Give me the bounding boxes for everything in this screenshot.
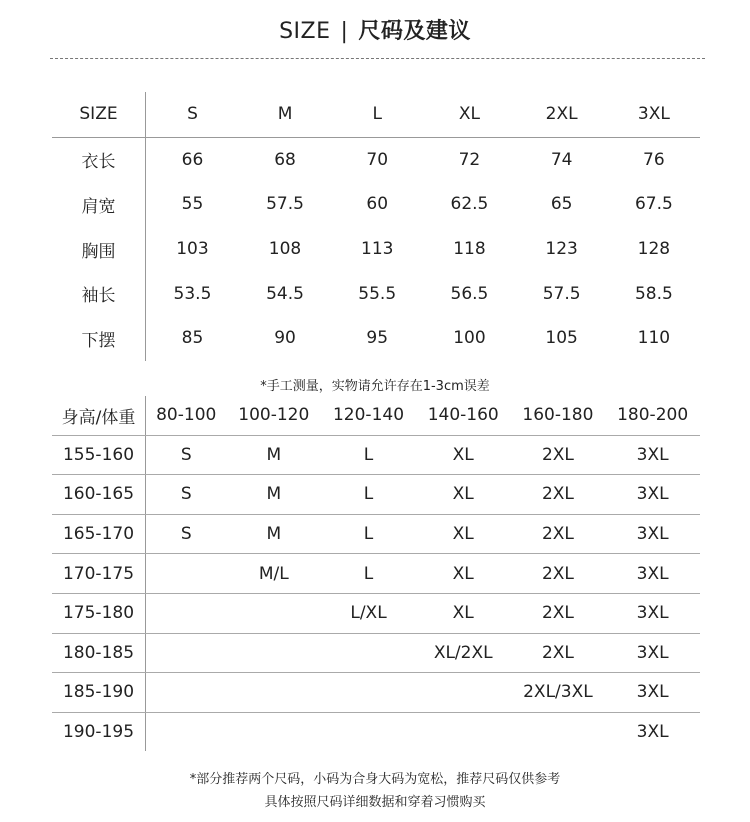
row-header-cell: 190-195 <box>52 712 146 751</box>
column-header-cell: 2XL <box>516 92 608 137</box>
data-cell <box>416 673 511 713</box>
data-cell: 90 <box>274 328 296 349</box>
data-cell: 2XL/3XL <box>511 673 606 713</box>
data-cell: S <box>146 514 227 554</box>
size-table <box>52 92 700 361</box>
data-cell: XL <box>416 593 511 633</box>
column-header-cell: XL <box>423 92 515 137</box>
data-cell: M <box>226 514 321 554</box>
data-cell <box>146 593 227 633</box>
data-cell: 53.5 <box>173 283 212 304</box>
data-cell: 60 <box>366 194 389 215</box>
data-cell: 2XL <box>511 554 606 594</box>
data-cell: XL/2XL <box>416 633 511 673</box>
data-cell: 57.5 <box>542 283 581 304</box>
recommendation-row <box>52 514 700 554</box>
data-cell: S <box>146 435 227 475</box>
column-header-cell: 140-160 <box>416 396 511 435</box>
data-cell: 70 <box>366 149 389 170</box>
row-header-cell: 下摆 <box>52 316 146 361</box>
data-cell: 3XL <box>605 673 700 713</box>
data-cell: 3XL <box>605 554 700 594</box>
data-cell: 110 <box>637 328 671 349</box>
data-cell: 3XL <box>605 593 700 633</box>
data-cell: 74 <box>550 149 573 170</box>
row-header-cell: 170-175 <box>52 554 146 594</box>
data-cell: L <box>321 514 416 554</box>
data-cell: 2XL <box>511 514 606 554</box>
data-cell: S <box>146 475 227 515</box>
data-cell: 2XL <box>511 593 606 633</box>
data-cell: 54.5 <box>266 283 304 304</box>
column-header-cell: 160-180 <box>511 396 606 435</box>
measurement-row <box>52 227 700 272</box>
data-cell <box>226 673 321 713</box>
recommendation-row <box>52 593 700 633</box>
row-header-cell: 175-180 <box>52 593 146 633</box>
data-cell: 76 <box>643 149 665 170</box>
data-cell: 55.5 <box>358 283 397 304</box>
row-header-cell: 155-160 <box>52 435 146 475</box>
measurement-note: *手工测量，实物请允许存在1-3cm误差 <box>260 379 490 394</box>
data-cell: 56.5 <box>450 283 489 304</box>
data-cell: 3XL <box>636 722 669 743</box>
data-cell: 66 <box>181 149 204 170</box>
data-cell: 57.5 <box>266 194 304 215</box>
data-cell: L/XL <box>321 593 416 633</box>
measurement-row <box>52 271 700 316</box>
row-header-cell: 180-185 <box>52 633 146 673</box>
data-cell: 105 <box>545 328 578 349</box>
data-cell <box>226 712 321 751</box>
data-cell <box>146 554 227 594</box>
data-cell: XL <box>416 554 511 594</box>
row-header-cell: 肩宽 <box>52 182 146 227</box>
data-cell: 72 <box>458 149 481 170</box>
data-cell: L <box>321 554 416 594</box>
data-cell: 2XL <box>511 475 606 515</box>
recommendation-row <box>52 712 700 751</box>
data-cell: L <box>321 435 416 475</box>
data-cell <box>416 712 511 751</box>
footer-note-2: 具体按照尺码详细数据和穿着习惯购买 <box>264 795 486 810</box>
data-cell <box>146 712 227 751</box>
data-cell: XL <box>416 475 511 515</box>
column-header-cell: M <box>239 92 331 137</box>
data-cell: 3XL <box>605 514 700 554</box>
data-cell: 95 <box>366 328 389 349</box>
data-cell: 2XL <box>511 633 606 673</box>
recommendation-row <box>52 633 700 673</box>
recommendation-row <box>52 475 700 515</box>
data-cell: M <box>226 475 321 515</box>
data-cell <box>321 633 416 673</box>
data-cell: 65 <box>550 194 573 215</box>
data-cell: L <box>321 475 416 515</box>
row-header-cell: 165-170 <box>52 514 146 554</box>
data-cell <box>226 633 321 673</box>
column-header-cell: 100-120 <box>226 396 321 435</box>
data-cell: 2XL <box>511 435 606 475</box>
row-header-cell: 185-190 <box>52 673 146 713</box>
data-cell: 67.5 <box>634 194 673 215</box>
data-cell <box>321 673 416 713</box>
data-cell: 118 <box>453 239 486 260</box>
data-cell: 3XL <box>605 475 700 515</box>
row-header-cell: 袖长 <box>52 271 146 316</box>
data-cell: 58.5 <box>634 283 673 304</box>
recommendation-row <box>52 554 700 594</box>
data-cell: XL <box>416 435 511 475</box>
data-cell: XL <box>416 514 511 554</box>
dotted-divider <box>50 58 705 59</box>
data-cell: 3XL <box>605 633 700 673</box>
data-cell: 103 <box>176 239 209 260</box>
footer-note-1: *部分推荐两个尺码，小码为合身大码为宽松，推荐尺码仅供参考 <box>189 772 561 787</box>
title-english: SIZE <box>279 19 331 44</box>
recommendation-row <box>52 435 700 475</box>
recommendation-row <box>52 673 700 713</box>
header-row <box>52 92 700 137</box>
title-separator: | <box>340 19 349 44</box>
measurement-row <box>52 316 700 361</box>
measurement-row <box>52 137 700 182</box>
data-cell: 62.5 <box>450 194 489 215</box>
data-cell: M <box>226 435 321 475</box>
data-cell <box>146 633 227 673</box>
size-recommendation-table <box>52 396 700 751</box>
column-header-cell: 180-200 <box>605 396 700 435</box>
data-cell <box>146 673 227 713</box>
corner-header-cell: SIZE <box>52 92 146 137</box>
row-header-cell: 衣长 <box>52 137 146 182</box>
header-row <box>52 396 700 435</box>
data-cell: 128 <box>637 239 671 260</box>
row-header-cell: 胸围 <box>52 227 146 272</box>
column-header-cell: 120-140 <box>321 396 416 435</box>
corner-header-cell: 身高/体重 <box>52 396 146 435</box>
data-cell <box>226 593 321 633</box>
data-cell: 123 <box>545 239 578 260</box>
page-title <box>0 14 750 45</box>
data-cell: 55 <box>181 194 204 215</box>
data-cell: 68 <box>274 149 296 170</box>
data-cell: 3XL <box>605 435 700 475</box>
data-cell: 108 <box>268 239 302 260</box>
data-cell <box>321 712 416 751</box>
data-cell <box>511 712 606 751</box>
data-cell: M/L <box>226 554 321 594</box>
column-header-cell: L <box>331 92 423 137</box>
column-header-cell: 3XL <box>608 92 700 137</box>
measurement-row <box>52 182 700 227</box>
data-cell: 113 <box>361 239 394 260</box>
title-chinese: 尺码及建议 <box>358 19 471 44</box>
column-header-cell: 80-100 <box>146 396 227 435</box>
column-header-cell: S <box>146 92 239 137</box>
data-cell: 85 <box>181 328 204 349</box>
row-header-cell: 160-165 <box>52 475 146 515</box>
data-cell: 100 <box>453 328 486 349</box>
